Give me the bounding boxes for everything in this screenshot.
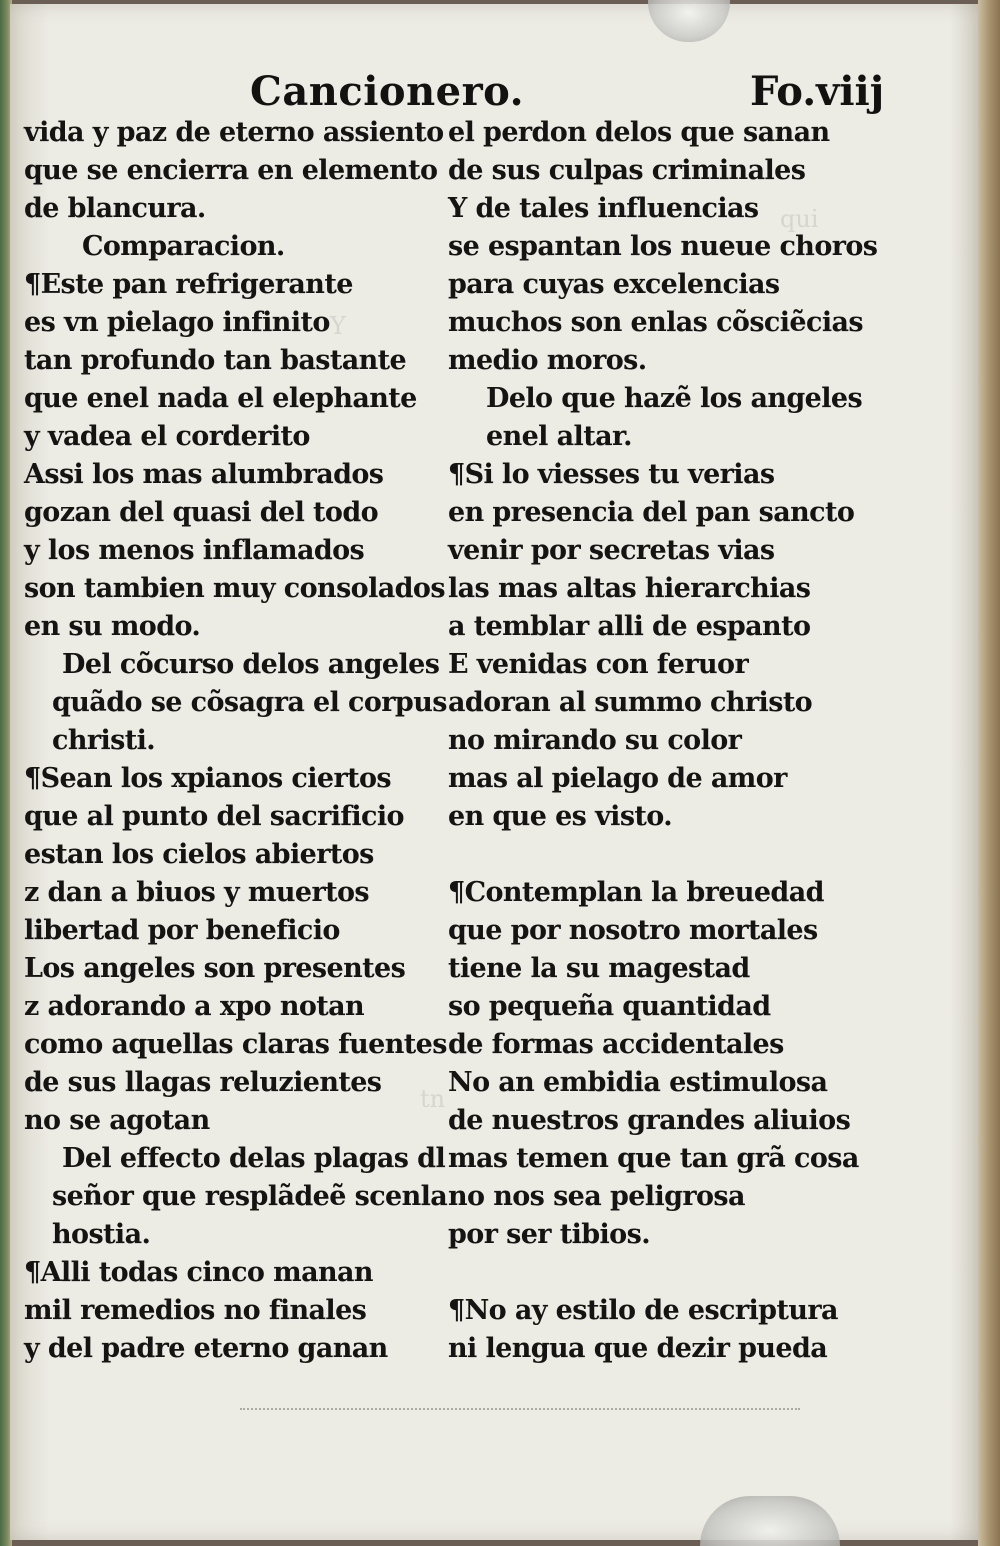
page-stack-edge [978,0,1000,1546]
verse-line: medio moros. [448,345,647,376]
verse-line: muchos son enlas cõsciẽcias [448,307,863,338]
section-heading: quãdo se cõsagra el corpus [52,687,447,718]
verse-line: de sus llagas reluzientes [24,1067,382,1098]
section-heading: señor que resplãdeẽ scenla [52,1181,448,1212]
verse-line: como aquellas claras fuentes [24,1029,447,1060]
verse-line: de nuestros grandes aliuios [448,1105,851,1136]
verse-line: en que es visto. [448,801,673,832]
section-heading: Comparacion. [82,231,285,262]
verse-line: ¶No ay estilo de escriptura [448,1295,838,1326]
verse-line: mas temen que tan grã cosa [448,1143,859,1174]
verse-line: tiene la su magestad [448,953,750,984]
verse-line: por ser tibios. [448,1219,650,1250]
verse-line: ¶Si lo viesses tu verias [448,459,775,490]
verse-line: que enel nada el elephante [24,383,417,414]
verse-line: mil remedios no finales [24,1295,367,1326]
verse-line: ni lengua que dezir pueda [448,1333,828,1364]
verse-line: tan profundo tan bastante [24,345,407,376]
bleed-through-text: Y [330,312,346,340]
verse-line: se espantan los nueue choros [448,231,878,262]
verse-line: No an embidia estimulosa [448,1067,828,1098]
verse-line: estan los cielos abiertos [24,839,374,870]
verse-line: ¶Este pan refrigerante [24,269,353,300]
section-heading: christi. [52,725,156,756]
verse-line: libertad por beneficio [24,915,340,946]
verse-line: y del padre eterno ganan [24,1333,388,1364]
section-heading: Del effecto delas plagas dl [62,1143,446,1174]
verse-line: son tambien muy consolados [24,573,445,604]
verse-line: ¶Sean los xpianos ciertos [24,763,391,794]
verse-line: mas al pielago de amor [448,763,787,794]
verse-line: de formas accidentales [448,1029,784,1060]
section-heading: Delo que hazẽ los angeles [486,383,863,414]
print-specks [240,1408,800,1418]
section-heading: Del cõcurso delos angeles [62,649,440,680]
verse-line: es vn pielago infinito [24,307,330,338]
verse-line: Los angeles son presentes [24,953,406,984]
running-title: Cancionero. [250,68,525,115]
verse-line: las mas altas hierarchias [448,573,811,604]
verse-line: y vadea el corderito [24,421,310,452]
verse-line: de blancura. [24,193,206,224]
verse-line: no mirando su color [448,725,742,756]
verse-line: para cuyas excelencias [448,269,780,300]
verse-line: z adorando a xpo notan [24,991,365,1022]
verse-line: ¶Alli todas cinco manan [24,1257,373,1288]
verse-line: adoran al summo christo [448,687,813,718]
bleed-through-text: tn [420,1085,446,1113]
verse-line: venir por secretas vias [448,535,775,566]
verse-line: no se agotan [24,1105,210,1136]
verse-line: de sus culpas criminales [448,155,806,186]
verse-line: en su modo. [24,611,201,642]
verse-line: z dan a biuos y muertos [24,877,369,908]
section-heading: enel altar. [486,421,632,452]
verse-line: que por nosotro mortales [448,915,818,946]
verse-line: Y de tales influencias [448,193,759,224]
section-heading: hostia. [52,1219,151,1250]
verse-line: so pequeña quantidad [448,991,771,1022]
verse-line: y los menos inflamados [24,535,365,566]
verse-line: vida y paz de eterno assiento [24,117,444,148]
verse-line: gozan del quasi del todo [24,497,379,528]
verse-line: que al punto del sacrificio [24,801,404,832]
verse-line: E venidas con feruor [448,649,749,680]
verse-line: en presencia del pan sancto [448,497,855,528]
folio-number: Fo.viij [750,68,885,115]
verse-line: que se encierra en elemento [24,155,438,186]
verse-line: ¶Contemplan la breuedad [448,877,824,908]
verse-line: el perdon delos que sanan [448,117,830,148]
verse-line: no nos sea peligrosa [448,1181,745,1212]
bleed-through-text: qui [780,205,819,233]
verse-line: Assi los mas alumbrados [24,459,384,490]
verse-line: a temblar alli de espanto [448,611,811,642]
